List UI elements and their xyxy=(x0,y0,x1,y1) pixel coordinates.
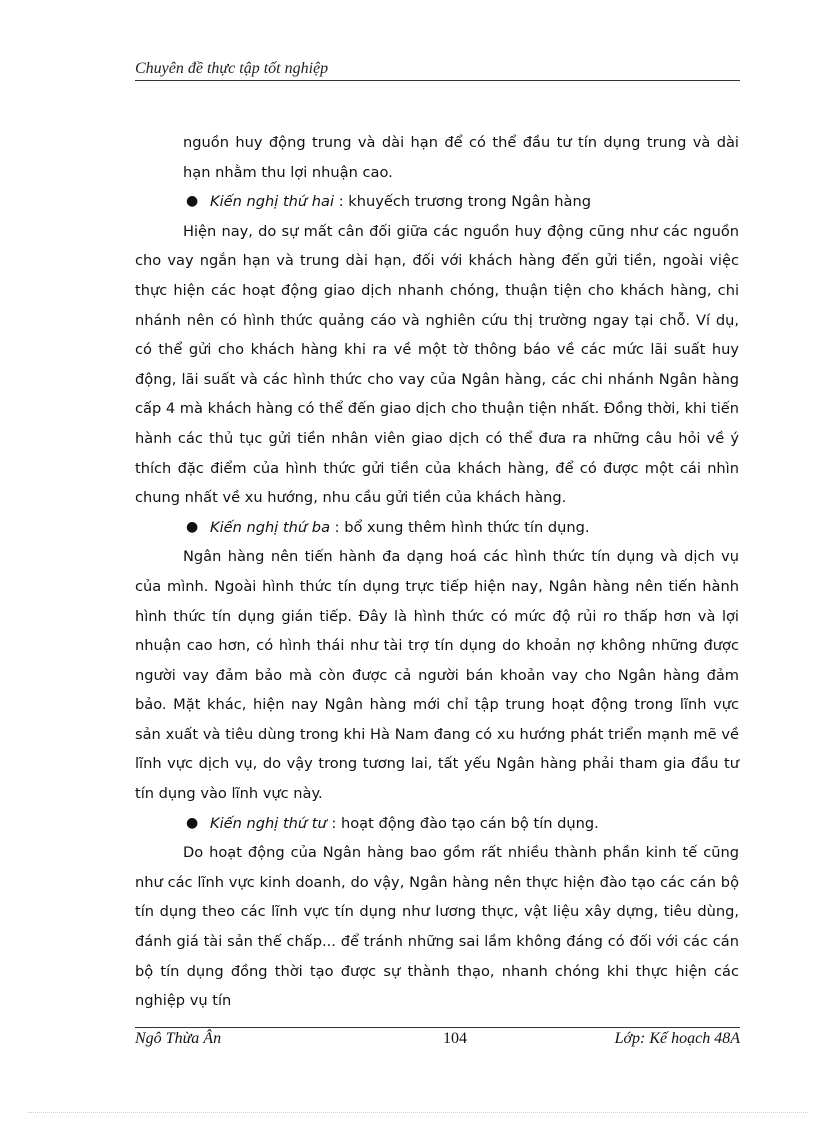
bullet-icon: ● xyxy=(186,814,199,831)
bullet-icon: ● xyxy=(186,193,199,210)
footer-class: Lớp: Kế hoạch 48A xyxy=(614,1030,740,1047)
bullet-item-3 xyxy=(135,513,739,543)
bullet-icon: ● xyxy=(186,518,199,535)
bullet-text: : khuyếch trương trong Ngân hàng xyxy=(334,193,591,211)
bullet-item-2 xyxy=(135,187,739,217)
bullet-label: Kiến nghị thứ ba xyxy=(210,518,331,536)
paragraph: Ngân hàng nên tiến hành đa dạng hoá các hình thức tín dụng và dịch vụ của mình. Ngoài hình thức tín dụng trực tiếp hiện nay, Ngân hàng nên tiến hành hình thức tín dụng gián tiếp. Đây là hình thức có mức độ rủi ro thấp hơn và lợi nhuận cao hơn, có hình thái như tài trợ tín dụng do khoản nợ không những được người vay đảm bảo mà còn được cả người bán khoản vay cho Ngân hàng đảm bảo. Mặt khác, hiện nay Ngân hàng mới chỉ tập trung hoạt động trong lĩnh vực sản xuất và tiêu dùng trong khi Hà Nam đang có xu hướng phát triển mạnh mẽ về lĩnh vực dịch vụ, do vậy trong tương lai, tất yếu Ngân hàng phải tham gia đầu tư tín dụng vào lĩnh vực này. xyxy=(135,548,739,803)
bullet-label: Kiến nghị thứ hai xyxy=(210,193,335,211)
page-header-title: Chuyên đề thực tập tốt nghiệp xyxy=(135,60,329,77)
paragraph-continuation: nguồn huy động trung và dài hạn để có thể đầu tư tín dụng trung và dài hạn nhằm thu lợi nhuận cao. xyxy=(183,134,739,181)
document-body xyxy=(135,128,739,1016)
bullet-item-4 xyxy=(135,809,739,839)
page-edge-divider xyxy=(28,1112,808,1113)
bullet-label: Kiến nghị thứ tư xyxy=(210,814,327,832)
bullet-text: : hoạt động đào tạo cán bộ tín dụng. xyxy=(326,814,599,832)
bullet-text: : bổ xung thêm hình thức tín dụng. xyxy=(330,518,590,536)
header-divider xyxy=(135,80,740,81)
page-number: 104 xyxy=(443,1030,467,1047)
footer-author: Ngô Thừa Ân xyxy=(135,1030,222,1047)
paragraph: Do hoạt động của Ngân hàng bao gồm rất nhiều thành phần kinh tế cũng như các lĩnh vực kinh doanh, do vậy, Ngân hàng nên thực hiện đào tạo các cán bộ tín dụng theo các lĩnh vực tín dụng như lương thực, vật liệu xây dựng, tiêu dùng, đánh giá tài sản thế chấp... để tránh những sai lầm không đáng có đối với các cán bộ tín dụng đồng thời tạo được sự thành thạo, nhanh chóng khi thực hiện các nghiệp vụ tín xyxy=(135,844,739,1010)
paragraph: Hiện nay, do sự mất cân đối giữa các nguồn huy động cũng như các nguồn cho vay ngắn hạn và trung dài hạn, đối với khách hàng đến gửi tiền, ngoài việc thực hiện các hoạt động giao dịch nhanh chóng, thuận tiện cho khách hàng, chi nhánh nên có hình thức quảng cáo và nghiên cứu thị trường ngay tại chỗ. Ví dụ, có thể gửi cho khách hàng khi ra về một tờ thông báo về các mức lãi suất huy động, lãi suất và các hình thức cho vay của Ngân hàng, các chi nhánh Ngân hàng cấp 4 mà khách hàng có thể đến giao dịch cho thuận tiện nhất. Đồng thời, khi tiến hành các thủ tục gửi tiền nhân viên giao dịch có thể đưa ra những câu hỏi về ý thích đặc điểm của hình thức gửi tiền của khách hàng, để có được một cái nhìn chung nhất về xu hướng, nhu cầu gửi tiền của khách hàng. xyxy=(135,222,739,507)
footer-divider xyxy=(135,1027,740,1028)
